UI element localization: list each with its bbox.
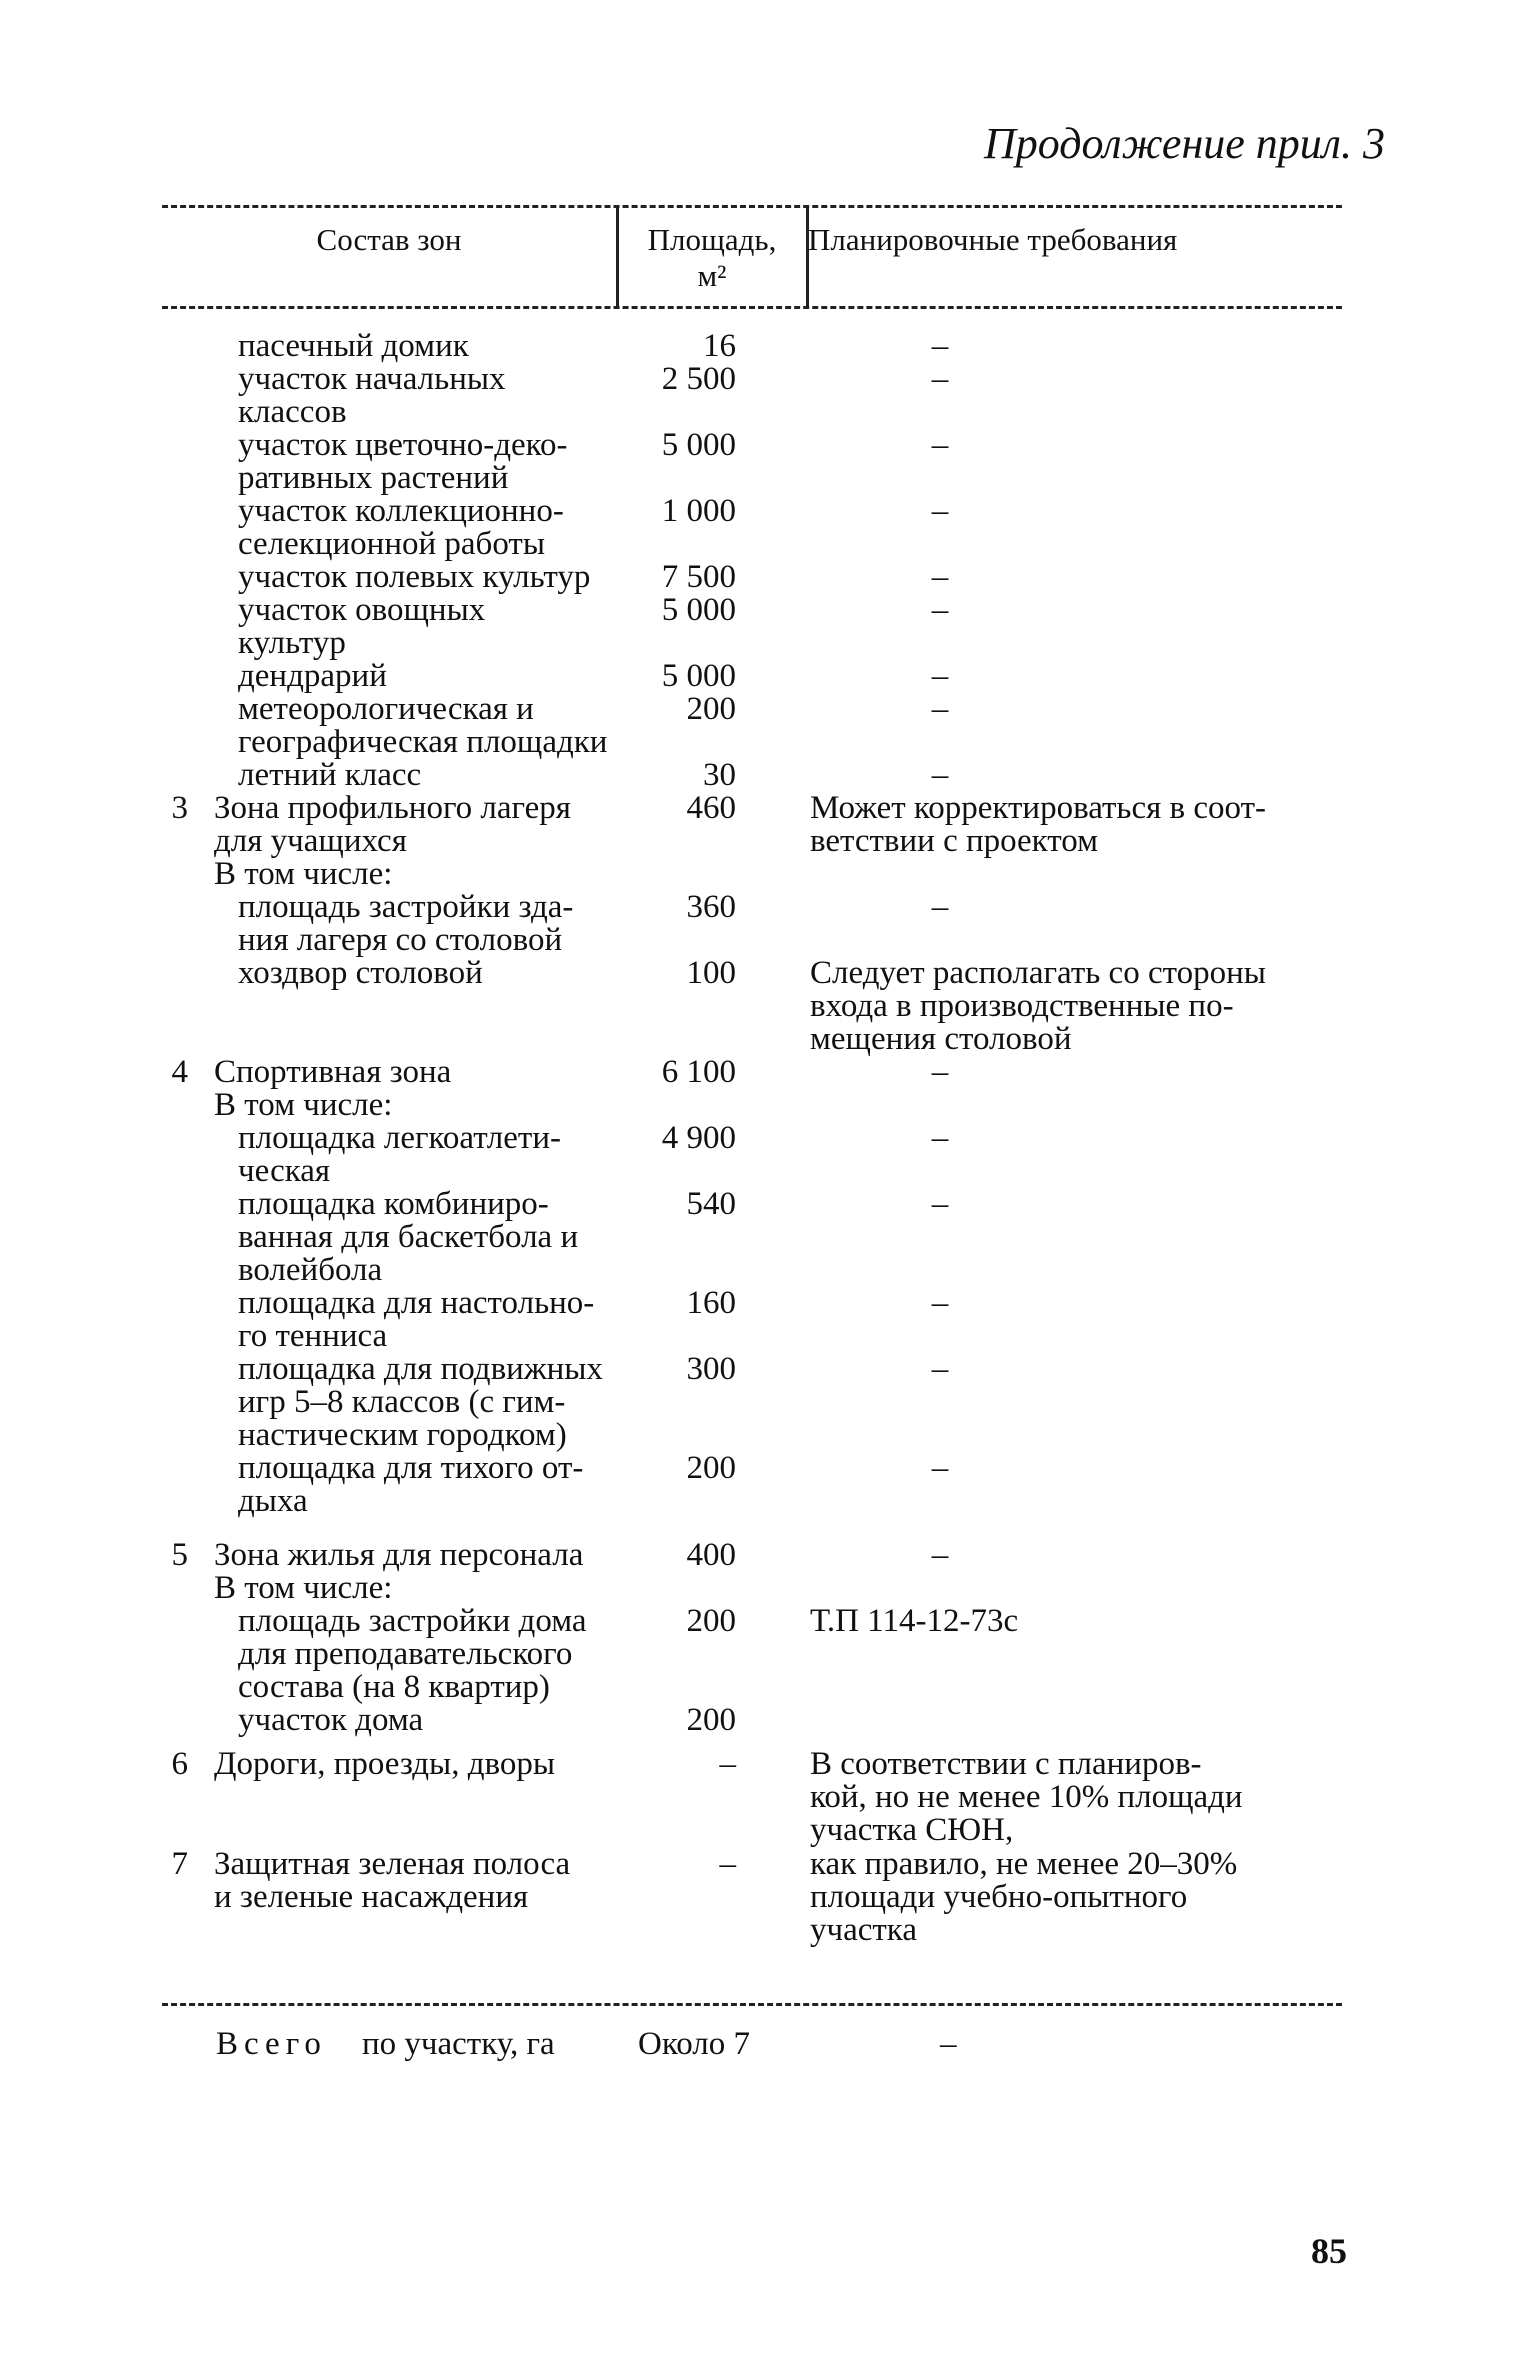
zone-number: 4 (171, 1054, 188, 1090)
zone-area: 360 (686, 889, 736, 925)
column-header-requirements: Планировочные требования (808, 222, 1178, 257)
zone-name-line: культур (238, 625, 346, 661)
total-area: Около 7 (638, 2026, 750, 2062)
total-requirement: – (940, 2026, 957, 2062)
column-header-area-unit: м² (697, 258, 727, 293)
zone-name-line: участок полевых культур (238, 559, 591, 595)
zone-name-line: для учащихся (214, 823, 407, 859)
zone-name-line: Зона жилья для персонала (214, 1537, 584, 1573)
column-header-composition: Состав зон (316, 222, 462, 257)
zone-area: 160 (686, 1285, 736, 1321)
zone-name-line: площадка для подвижных (238, 1351, 603, 1387)
zone-requirement-line: участка СЮН, (810, 1812, 1014, 1848)
zone-number: 6 (171, 1746, 188, 1782)
zone-requirement-line: – (931, 1054, 949, 1090)
zone-name-line: географическая площадки (238, 724, 608, 760)
zone-name-line: участок дома (238, 1702, 424, 1738)
total-label-spaced: Всего (216, 2026, 327, 2062)
table-header-rule (162, 306, 1342, 309)
zone-name-line: состава (на 8 квартир) (238, 1669, 550, 1705)
zone-name-line: пасечный домик (238, 328, 469, 364)
zone-area: 30 (703, 757, 736, 793)
zone-name-line: площадь застройки дома (238, 1603, 587, 1639)
zone-name-line: для преподавательского (238, 1636, 573, 1672)
zone-name-line: хоздвор столовой (238, 955, 483, 991)
zone-name-line: ческая (238, 1153, 331, 1189)
zone-area: 5 000 (661, 658, 736, 694)
column-header-area (618, 222, 806, 294)
zone-area: 2 500 (661, 361, 736, 397)
zone-requirement-line: Т.П 114-12-73с (810, 1603, 1019, 1639)
zone-area: 400 (686, 1537, 736, 1573)
zone-name-line: Дороги, проезды, дворы (214, 1746, 556, 1782)
zone-requirement-line: – (931, 889, 949, 925)
zone-area: 200 (686, 691, 736, 727)
zone-area: – (719, 1746, 736, 1782)
zone-requirement-line: площади учебно-опытного (810, 1879, 1188, 1915)
zone-requirement-line: кой, но не менее 10% площади (810, 1779, 1243, 1815)
zone-area: 1 000 (661, 493, 736, 529)
zone-name-line: В том числе: (214, 1087, 393, 1123)
zone-number: 7 (171, 1846, 188, 1882)
zone-name-line: дыха (238, 1483, 308, 1519)
total-label-rest: по участку, га (362, 2026, 555, 2062)
zone-requirement-line: ветствии с проектом (810, 823, 1099, 859)
zone-area: 200 (686, 1450, 736, 1486)
zone-requirement-line: как правило, не менее 20–30% (810, 1846, 1238, 1882)
zone-name-line: и зеленые насаждения (214, 1879, 529, 1915)
zone-area: 200 (686, 1702, 736, 1738)
zone-name-line: В том числе: (214, 856, 393, 892)
zone-name-line: В том числе: (214, 1570, 393, 1606)
zone-name-line: ративных растений (238, 460, 509, 496)
zone-name-line: участок цветочно-деко- (238, 427, 568, 463)
zone-requirement-line: – (931, 1186, 949, 1222)
zone-name-line: игр 5–8 классов (с гим- (238, 1384, 566, 1420)
zone-requirement-line: – (931, 559, 949, 595)
zone-requirement-line: Может корректироваться в соот- (810, 790, 1267, 826)
zone-area: 4 900 (661, 1120, 736, 1156)
table-bottom-rule (162, 2003, 1342, 2006)
zone-name-line: классов (238, 394, 347, 430)
zone-name-line: ния лагеря со столовой (238, 922, 563, 958)
zone-number: 5 (171, 1537, 188, 1573)
zone-area: 16 (703, 328, 736, 364)
zone-requirement-line: – (931, 1450, 949, 1486)
zone-name-line: площадка комбиниро- (238, 1186, 549, 1222)
zone-name-line: участок коллекционно- (238, 493, 564, 529)
zone-name-line: Зона профильного лагеря (214, 790, 571, 826)
zone-name-line: Спортивная зона (214, 1054, 452, 1090)
zone-area: 200 (686, 1603, 736, 1639)
zone-name-line: дендрарий (238, 658, 387, 694)
table-top-rule (162, 205, 1342, 208)
page-number: 85 (1311, 2231, 1347, 2271)
zone-name-line: участок овощных (238, 592, 486, 628)
zone-area: 5 000 (661, 427, 736, 463)
zone-number: 3 (171, 790, 188, 826)
zone-area: 300 (686, 1351, 736, 1387)
zone-requirement-line: входа в производственные по- (810, 988, 1234, 1024)
zone-name-line: ванная для баскетбола и (238, 1219, 579, 1255)
zone-name-line: площадка для настольно- (238, 1285, 595, 1321)
zone-requirement-line: – (931, 1120, 949, 1156)
zone-requirement-line: – (931, 1537, 949, 1573)
zone-name-line: метеорологическая и (238, 691, 534, 727)
zone-requirement-line: – (931, 658, 949, 694)
zone-requirement-line: – (931, 427, 949, 463)
zone-requirement-line: – (931, 691, 949, 727)
zone-name-line: площадка легкоатлети- (238, 1120, 561, 1156)
zone-requirement-line: мещения столовой (810, 1021, 1072, 1057)
zone-name-line: площадь застройки зда- (238, 889, 574, 925)
zone-requirement-line: – (931, 592, 949, 628)
page-header-title: Продолжение прил. 3 (984, 119, 1385, 168)
zone-name-line: селекционной работы (238, 526, 545, 562)
zone-area: 7 500 (661, 559, 736, 595)
zone-area: 100 (686, 955, 736, 991)
zone-requirement-line: – (931, 328, 949, 364)
zone-requirement-line: – (931, 361, 949, 397)
zone-area: 540 (686, 1186, 736, 1222)
zone-requirement-line: – (931, 1351, 949, 1387)
zone-requirement-line: – (931, 757, 949, 793)
zone-requirement-line: – (931, 1285, 949, 1321)
zone-name-line: площадка для тихого от- (238, 1450, 584, 1486)
zone-area: 460 (686, 790, 736, 826)
zone-name-line: настическим городком) (238, 1417, 567, 1453)
column-header-area-line1: Площадь, (647, 222, 777, 257)
zone-area: 5 000 (661, 592, 736, 628)
zone-name-line: Защитная зеленая полоса (214, 1846, 571, 1882)
zone-name-line: волейбола (238, 1252, 383, 1288)
zone-name-line: го тенниса (238, 1318, 388, 1354)
zone-name-line: летний класс (238, 757, 422, 793)
zone-requirement-line: – (931, 493, 949, 529)
zone-area: – (719, 1846, 736, 1882)
zone-requirement-line: В соответствии с планиров- (810, 1746, 1202, 1782)
zone-requirement-line: участка (810, 1912, 917, 1948)
zone-name-line: участок начальных (238, 361, 506, 397)
zone-area: 6 100 (661, 1054, 736, 1090)
zone-requirement-line: Следует располагать со стороны (810, 955, 1266, 991)
